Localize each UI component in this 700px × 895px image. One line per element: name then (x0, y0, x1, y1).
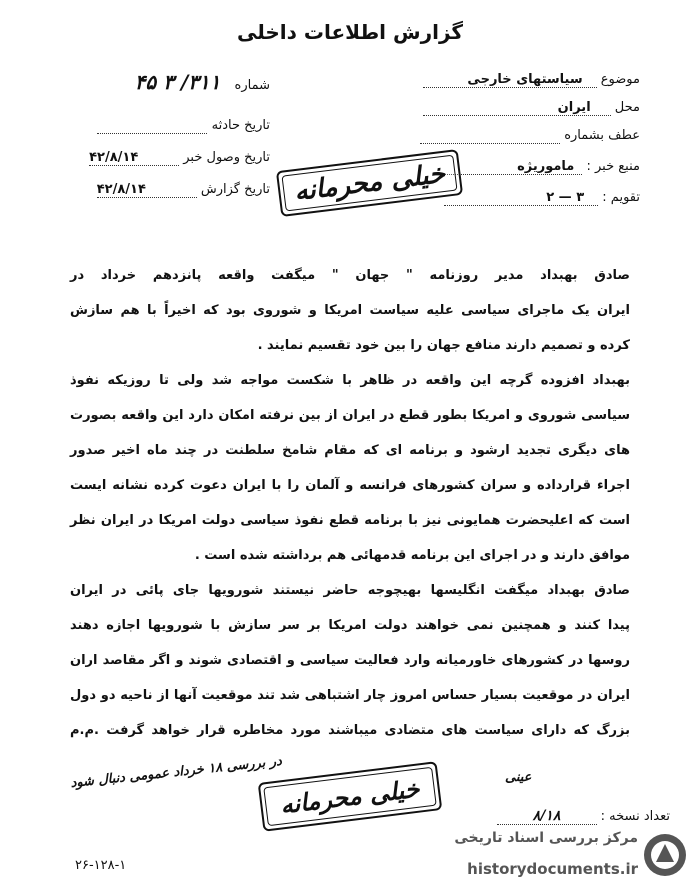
watermark-center-name: مرکز بررسی اسناد تاریخی (454, 830, 638, 846)
initial-signature: عینی (505, 770, 532, 785)
received-date-label: تاریخ وصول خبر (183, 150, 270, 165)
location-field (423, 100, 640, 116)
reference-dots (420, 128, 560, 144)
number-label: شماره (234, 78, 270, 93)
body-line-5: سیاسی شوروی و امریکا بطور قطع در ایران از بین نرفته امکان دارد این واقعه بصورت (70, 408, 630, 423)
watermark-url: historydocuments.ir (467, 860, 638, 878)
body-line-14: بزرگ که دارای سیاست های متضادی میباشند مورد مخاطره قرار خواهد گرفت .م.م (70, 723, 630, 738)
body-line-12: روسها در کشورهای خاورمیانه وارد فعالیت سیاسی و اقتصادی شوند و اگر مقاصد اران (70, 653, 630, 668)
body-line-4: بهبداد افزوده گرچه این واقعه در ظاهر با شکست مواجه شد ولی تا روزیکه نفوذ (70, 373, 630, 388)
location-value: ایران (423, 100, 611, 116)
document-code: ۲۶-۱۲۸-۱ (75, 858, 127, 873)
rating-field (444, 190, 640, 206)
page-title: گزارش اطلاعات داخلی (236, 20, 464, 44)
handwritten-note: در بررسی ۱۸ خرداد عمومی دنبال شود (69, 753, 283, 792)
body-line-9: موافق دارند و در اجرای این برنامه قدمهائی هم برداشته شده است . (194, 548, 630, 563)
source-label: منبع خبر : (586, 159, 640, 174)
body-line-8: است که اعلیحضرت همایونی نیز با برنامه قطع نفوذ سیاسی دولت امریکا در ایران نظر (70, 513, 630, 528)
reference-label: عطف بشماره (564, 128, 640, 143)
body-line-2: ایران یک ماجرای سیاسی علیه سیاست امریکا و شوروی بود که اخیراً با هم سازش (70, 303, 630, 318)
subject-value: سیاستهای خارجی (423, 72, 597, 88)
body-line-3: کرده و تصمیم دارند منافع جهان را بین خود تقسیم نمایند . (257, 338, 630, 353)
top-secret-stamp: خیلی محرمانه (276, 149, 464, 217)
reference-field (420, 128, 640, 144)
source-value: ماموریژه (434, 159, 582, 175)
bottom-secret-stamp: خیلی محرمانه (258, 761, 442, 832)
report-date-label: تاریخ گزارش (200, 182, 270, 197)
watermark (430, 826, 692, 888)
event-date-label: تاریخ حادثه (211, 118, 270, 133)
report-date-value: ۴۲/۸/۱۴ (97, 182, 197, 198)
location-label: محل (614, 100, 640, 115)
event-date-dots (97, 118, 207, 134)
event-date-field (70, 118, 270, 134)
copies-value: ۸/۱۸ (497, 808, 597, 825)
archive-logo-icon (642, 832, 688, 878)
body-line-7: اجراء قرارداده و سران کشورهای فرانسه و آلمان را با ایران دعوت کرده نشانه ایست (70, 478, 630, 493)
body-line-13: ایران در موقعیت بسیار حساس امروز چار اشتباهی شد تند موقعیت آنها از ناحیه دو دول (70, 688, 630, 703)
subject-label: موضوع (600, 72, 640, 87)
number-value: ۳۱۱/ ۳ ۴۵ (134, 70, 221, 94)
copies-field (497, 808, 670, 825)
body-line-6: های دیگری تجدید ارشود و برنامه ای که مقام شامخ سلطنت در چند ماه اخیر صدور (70, 443, 630, 458)
received-date-value: ۴۲/۸/۱۴ (89, 150, 179, 166)
rating-value: ۳ — ۲ (444, 190, 598, 206)
source-field (434, 159, 640, 175)
received-date-field (70, 150, 270, 166)
rating-label: تقویم : (602, 190, 640, 205)
report-date-field (70, 182, 270, 198)
subject-field (423, 72, 640, 88)
body-line-1: صادق بهبداد مدیر روزنامه " جهان " میگفت واقعه پانزدهم خرداد در (70, 268, 630, 283)
number-field (70, 70, 270, 94)
body-line-11: پیدا کنند و همچنین نمی خواهند دولت امریکا بر سر سازش با شورویها اجازه دهند (70, 618, 630, 633)
body-line-10: صادق بهبداد میگفت انگلیسها بهیچوجه حاضر نیستند شورویها جای پائی در ایران (70, 583, 630, 598)
copies-label: تعداد نسخه : (600, 809, 670, 824)
